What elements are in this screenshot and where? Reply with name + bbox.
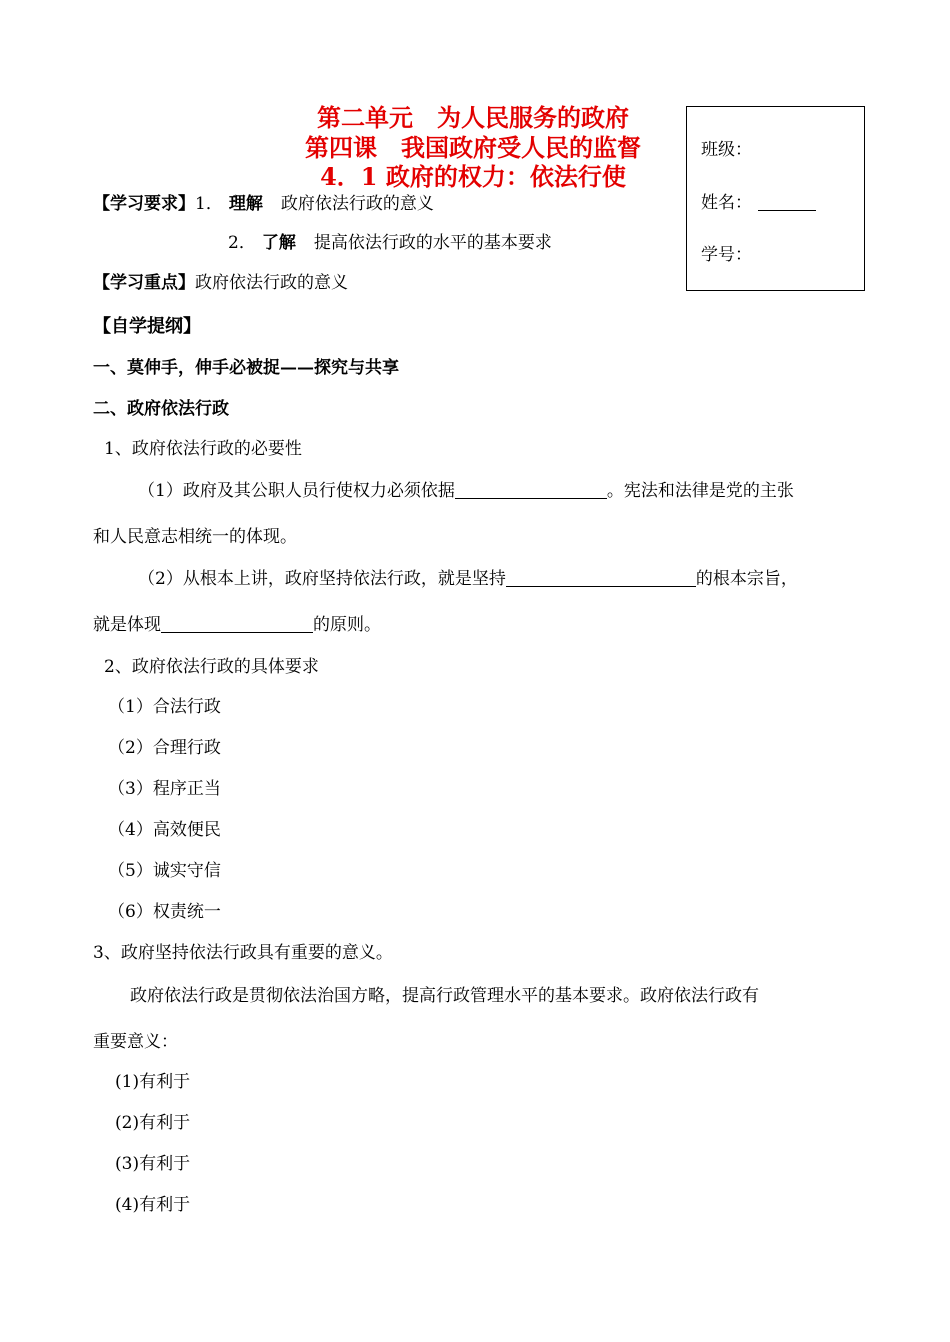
fill-blank-2[interactable] [506,569,696,587]
name-label: 姓名： [701,193,752,213]
paragraph-1-end: 。宪法和法律是党的主张 [606,481,794,501]
requirement-1-num: 1． [195,194,223,214]
focus-text: 政府依法行政的意义 [195,273,348,293]
requirement-2-key: 了解 [261,233,296,253]
paragraph-1 [138,476,794,501]
name-blank[interactable] [758,193,816,211]
paragraph-2-end: 的根本宗旨， [695,569,798,589]
requirement-2 [228,228,552,253]
fill-blank-3[interactable] [161,615,313,633]
subsection-3: 3、政府坚持依法行政具有重要的意义。 [93,943,393,963]
paragraph-2-start: （2）从根本上讲，政府坚持依法行政，就是坚持 [138,569,506,589]
benefit-item: (2)有利于 [115,1113,191,1133]
paragraph-1-cont: 和人民意志相统一的体现。 [93,527,297,547]
requirement-1-key: 理解 [228,194,263,214]
requirement-list-item: （1）合法行政 [108,697,221,717]
requirement-list-item: （2）合理行政 [108,738,221,758]
paragraph-3-cont: 重要意义： [93,1032,178,1052]
paragraph-2-cont [93,610,381,635]
id-label: 学号： [701,245,752,265]
benefit-item: (3)有利于 [115,1154,191,1174]
requirement-2-num: 2． [228,233,256,253]
requirement-1 [93,189,434,214]
name-field[interactable] [701,188,816,213]
requirement-list-item: （4）高效便民 [108,820,221,840]
requirement-list-item: （6）权责统一 [108,902,221,922]
lesson-title: 第四课 我国政府受人民的监督 [305,133,641,162]
heading-2: 二、政府依法行政 [93,399,229,419]
requirements-label: 【学习要求】 [93,194,195,214]
requirement-list-item: （5）诚实守信 [108,861,221,881]
section-title: 4．1 政府的权力：依法行使 [320,162,626,191]
paragraph-2 [138,564,798,589]
paragraph-2-cont-end: 的原则。 [313,615,381,635]
student-info-box [686,106,865,291]
subsection-1: 1、政府依法行政的必要性 [104,439,302,459]
requirement-list-item: （3）程序正当 [108,779,221,799]
paragraph-3: 政府依法行政是贯彻依法治国方略，提高行政管理水平的基本要求。政府依法行政有 [130,986,759,1006]
requirement-1-text: 政府依法行政的意义 [280,194,434,214]
study-focus [93,268,348,293]
subsection-2: 2、政府依法行政的具体要求 [104,657,319,677]
requirement-2-text: 提高依法行政的水平的基本要求 [313,233,552,253]
benefit-item: (1)有利于 [115,1072,191,1092]
unit-title: 第二单元 为人民服务的政府 [317,103,629,132]
outline-label: 【自学提纲】 [93,316,201,337]
benefit-item: (4)有利于 [115,1195,191,1215]
focus-label: 【学习重点】 [93,273,195,293]
paragraph-2-cont-start: 就是体现 [93,615,161,635]
heading-1: 一、莫伸手，伸手必被捉——探究与共享 [93,358,399,378]
paragraph-1-start: （1）政府及其公职人员行使权力必须依据 [138,481,455,501]
class-label: 班级： [701,140,752,160]
fill-blank-1[interactable] [455,481,607,499]
